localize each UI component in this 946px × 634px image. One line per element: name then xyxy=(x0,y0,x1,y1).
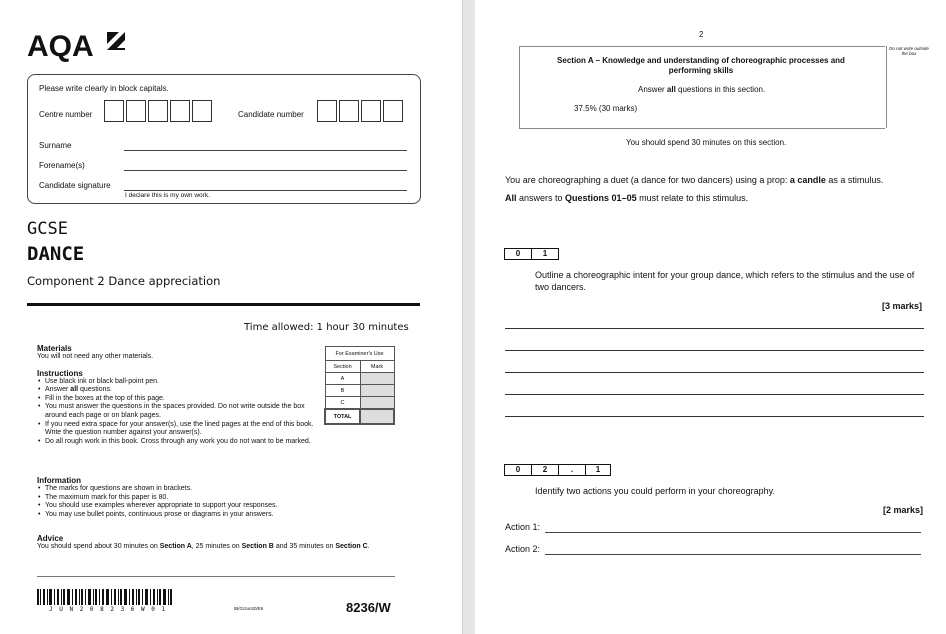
action-2-field[interactable] xyxy=(545,554,921,555)
table-row xyxy=(325,385,394,397)
question-number-digit: 0 xyxy=(504,248,532,260)
section-cell: A xyxy=(325,373,360,385)
declaration-text: I declare this is my own work. xyxy=(125,192,210,199)
exam-instructions xyxy=(37,344,317,446)
question-number-digit: 1 xyxy=(585,464,611,476)
information-list xyxy=(37,485,357,519)
mark-cell xyxy=(360,385,394,397)
instructions-heading: Instructions xyxy=(37,368,83,378)
question-number-digit: . xyxy=(558,464,586,476)
barcode-text: J U N 2 0 8 2 3 6 W 0 1 xyxy=(49,606,167,613)
aqa-logo: AQA xyxy=(27,30,94,63)
surname-field[interactable] xyxy=(124,150,407,151)
relate-text: All answers to Questions 01–05 must relate to this stimulus. xyxy=(505,193,749,203)
instructions-list xyxy=(37,378,317,447)
centre-number-digit-box[interactable] xyxy=(126,100,146,122)
answer-line[interactable] xyxy=(505,416,924,417)
stimulus-text: You are choreographing a duet (a dance for two dancers) using a prop: a candle as a stimulus. xyxy=(505,175,884,185)
title-divider xyxy=(27,303,420,306)
question-02-1-block xyxy=(475,460,946,634)
centre-number-digit-box[interactable] xyxy=(192,100,212,122)
information-heading: Information xyxy=(37,476,81,485)
list-item: • Fill in the boxes at the top of this page. xyxy=(45,395,317,404)
paper-reference: 8236/W xyxy=(346,600,391,615)
candidate-number-digit-box[interactable] xyxy=(339,100,359,122)
page-number: 2 xyxy=(699,30,704,39)
action-1-field[interactable] xyxy=(545,532,921,533)
answer-line[interactable] xyxy=(505,328,924,329)
candidate-number-label: Candidate number xyxy=(238,110,304,119)
section-header-top-rule xyxy=(519,46,885,47)
centre-number-digit-box[interactable] xyxy=(104,100,124,122)
section-header-bottom-rule xyxy=(519,128,885,129)
list-item: • The marks for questions are shown in brackets. xyxy=(45,485,357,494)
list-item: • You should use examples wherever appropriate to support your responses. xyxy=(45,502,357,511)
page-gutter xyxy=(462,0,476,634)
materials-heading: Materials xyxy=(37,344,72,353)
section-marks: 37.5% (30 marks) xyxy=(574,104,638,113)
candidate-number-digit-box[interactable] xyxy=(317,100,337,122)
paper-code-small: IB/G/Jun20/E6 xyxy=(234,606,264,611)
answer-line[interactable] xyxy=(505,350,924,351)
answer-all-text: Answer all questions in this section. xyxy=(638,85,766,94)
advice-heading: Advice xyxy=(37,534,64,543)
candidate-number-digit-box[interactable] xyxy=(361,100,381,122)
list-item: • The maximum mark for this paper is 80. xyxy=(45,494,357,503)
total-mark-cell xyxy=(360,409,394,424)
spend-time-text: You should spend 30 minutes on this section. xyxy=(626,138,787,147)
action-1-label: Action 1: xyxy=(505,522,541,532)
front-cover-page xyxy=(0,0,462,634)
centre-number-digit-box[interactable] xyxy=(148,100,168,122)
materials-text: You will not need any other materials. xyxy=(37,353,154,360)
question-number-digit: 2 xyxy=(531,464,559,476)
examiner-table-col-section: Section xyxy=(325,361,360,373)
time-allowed: Time allowed: 1 hour 30 minutes xyxy=(244,322,409,333)
subject-title: DANCE xyxy=(27,243,85,265)
component-title: Component 2 Dance appreciation xyxy=(27,274,221,288)
question-number-digit: 0 xyxy=(504,464,532,476)
information-section xyxy=(37,476,357,519)
list-item: • You may use bullet points, continuous prose or diagrams in your answers. xyxy=(45,511,357,520)
block-capitals-instruction: Please write clearly in block capitals. xyxy=(39,84,169,93)
mark-cell xyxy=(360,373,394,385)
table-row xyxy=(325,373,394,385)
qualification-title: GCSE xyxy=(27,219,68,239)
signature-field[interactable] xyxy=(124,190,407,191)
footer-divider xyxy=(37,576,395,577)
centre-number-label: Centre number xyxy=(39,110,93,119)
answer-line[interactable] xyxy=(505,394,924,395)
list-item: • Use black ink or black ball-point pen. xyxy=(45,378,317,387)
question-02-1-text: Identify two actions you could perform in your choreography. xyxy=(535,486,775,496)
examiner-table-col-mark: Mark xyxy=(360,361,394,373)
section-a-title: Section A – Knowledge and understanding of choreographic processes and performing skills xyxy=(557,56,845,75)
list-item: • Answer all questions. xyxy=(45,386,317,395)
forename-field[interactable] xyxy=(124,170,407,171)
aqa-logo-mark-icon xyxy=(105,30,127,52)
table-row xyxy=(325,397,394,410)
question-01-marks: [3 marks] xyxy=(882,301,923,311)
surname-label: Surname xyxy=(39,141,72,150)
mark-cell xyxy=(360,397,394,410)
table-row xyxy=(325,409,394,424)
question-number-digit: 1 xyxy=(531,248,559,260)
advice-text: You should spend about 30 minutes on Section A, 25 minutes on Section B and 35 minutes on Section C. xyxy=(37,543,370,550)
section-cell: C xyxy=(325,397,360,410)
advice-section xyxy=(37,534,377,552)
list-item: • Do all rough work in this book. Cross through any work you do not want to be marked. xyxy=(45,438,317,447)
examiner-use-table xyxy=(324,346,395,425)
centre-number-digit-box[interactable] xyxy=(170,100,190,122)
answer-line[interactable] xyxy=(505,372,924,373)
question-02-1-marks: [2 marks] xyxy=(883,505,924,515)
margin-note: Do not write outside the box xyxy=(889,46,929,56)
list-item: • You must answer the questions in the spaces provided. Do not write outside the box around each page or on blank pages. xyxy=(45,403,317,420)
signature-label: Candidate signature xyxy=(39,181,111,190)
total-cell: TOTAL xyxy=(325,409,360,424)
section-cell: B xyxy=(325,385,360,397)
question-01-text: Outline a choreographic intent for your group dance, which refers to the stimulus and the use of two dancers. xyxy=(535,270,915,292)
barcode-icon xyxy=(37,589,173,605)
forename-label: Forename(s) xyxy=(39,161,85,170)
action-2-label: Action 2: xyxy=(505,544,541,554)
candidate-number-digit-box[interactable] xyxy=(383,100,403,122)
examiner-table-title: For Examiner's Use xyxy=(325,347,394,361)
list-item: • If you need extra space for your answer(s), use the lined pages at the end of this book. Write the question number against your answer(s). xyxy=(45,421,317,438)
